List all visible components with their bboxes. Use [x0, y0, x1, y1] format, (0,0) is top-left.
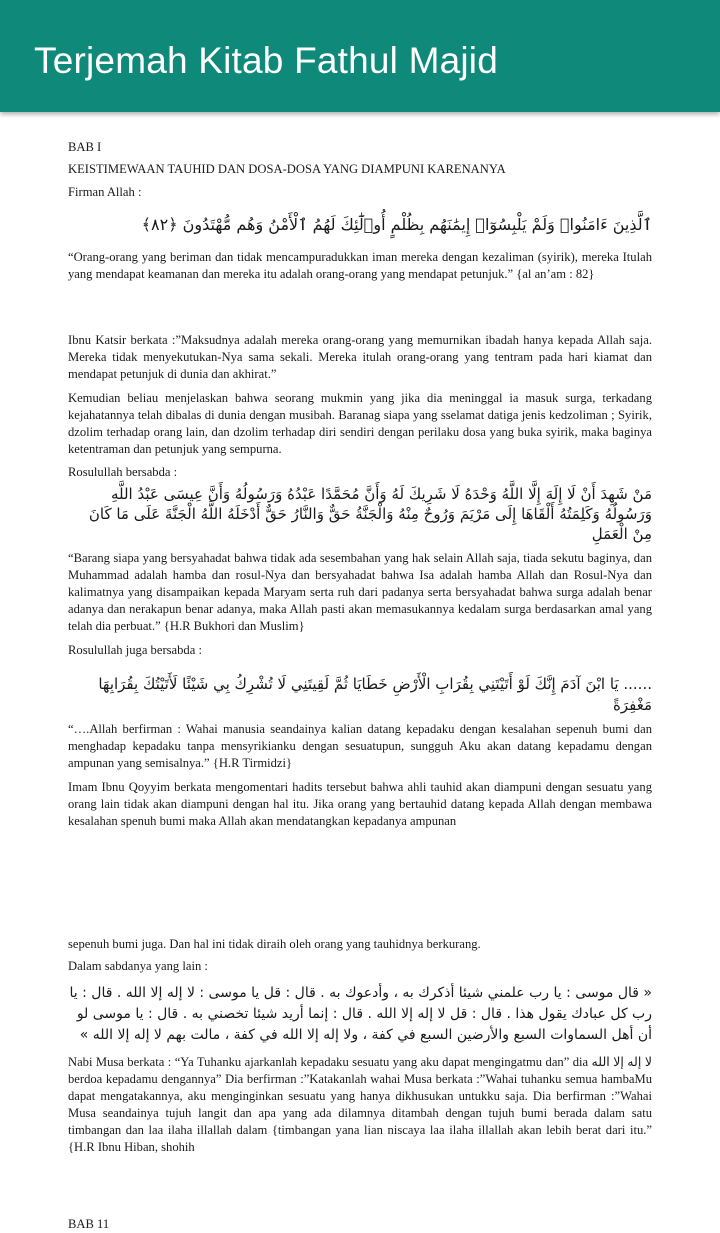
rosul-label: Rosulullah juga bersabda : — [68, 643, 202, 657]
arabic-hadith: ...... يَا ابْنَ آدَمَ إِنَّكَ لَوْ أَتَيْتَنِي بِقُرَابِ الْأَرْضِ خَطَايَا ثُمَّ لَقِيتَنِي لَا تُشْرِكُ بِي شَيْئًا لَأَتَيْتُكَ بِقُرَابِهَا مَغْفِرَةً — [98, 675, 652, 714]
next-chapter-number: BAB 11 — [68, 1217, 110, 1231]
document-page-1 — [68, 139, 652, 283]
verse-translation: “Orang-orang yang beriman dan tidak mencampuradukkan iman mereka dengan kezaliman (syirik), mereka Itulah yang mendapat keamanan dan mereka itu adalah orang-orang yang mendapat petunjuk.” {al an’am : 82} — [68, 250, 652, 281]
arabic-hadith: مَنْ شَهِدَ أَنْ لَا إِلَهَ إِلَّا اللَّهُ وَحْدَهُ لَا شَرِيكَ لَهُ وَأَنَّ مُحَمَّدًا عَبْدُهُ وَرَسُولُهُ وَأَنَّ عِيسَى عَبْدُ اللَّهِ وَرَسُولُهُ وَكَلِمَتُهُ أَلْقَاهَا إِلَى مَرْيَمَ وَرُوحٌ مِنْهُ وَالْجَنَّةُ حَقٌّ وَالنَّارُ حَقٌّ أَدْخَلَهُ اللَّهُ الْجَنَّةَ عَلَى مَا كَانَ مِنْ الْعَمَلِ — [88, 485, 652, 543]
hadith-translation: “Barang siapa yang bersyahadat bahwa tidak ada sesembahan yang hak selain Allah saja, tiada sekutu baginya, dan Muhammad adalah hamba dan rosul-Nya dan bersyahadat bahwa Isa adalah hamba Allah dan Rosul-Nya dan kalimatnya yang disampaikan kepada Maryam serta ruh dari padanya serta bersyahadat bahwa surga adalah benar adanya dan nerakapun benar adanya, maka Allah pasti akan memasukannya kedalam surga berdasarkan amal yang telah dia perbuat.” {H.R Bukhori dan Muslim} — [68, 551, 652, 633]
rosul-label: Rosulullah bersabda : — [68, 465, 178, 479]
paragraph-continued: sepenuh bumi juga. Dan hal ini tidak diraih oleh orang yang tauhidnya berkurang. — [68, 937, 481, 951]
chapter-number: BAB I — [68, 140, 102, 154]
app-title: Terjemah Kitab Fathul Majid — [34, 40, 498, 81]
musa-translation: Nabi Musa berkata : “Ya Tuhanku ajarkanlah kepadaku sesuatu yang aku dapat mengingatmu dan” dia لا إله إلا الله berdoa kepadamu dengannya” Dia berfirman :”Katakanlah wahai Musa berkata :”Wahai tuhanku semua hambaMu dapat mengatakannya, aku menginginkan sesuatu yang hanya dikhusukan untukku saja. Dia berfirman :”Wahai Musa seandainya tujuh langit dan apa yang ada dilamnya ditambah dengan tujuh bumi berada dalam satu timbangan dan laa ilaha illallah dalam {timbangan yana lian niscaya laa ilaha illallah akan lebih berat dari itu.” {H.R Ibnu Hiban, shohih — [68, 1055, 652, 1154]
paragraph-ibnu-katsir: Ibnu Katsir berkata :”Maksudnya adalah mereka orang-orang yang memurnikan ibadah hanya kepada Allah saja. Mereka tidak menyekutukan-Nya sama sekali. Mereka itulah orang-orang yang tentram pada hari kiamat dan mendapat petunjuk di dunia dan akhirat.” — [68, 333, 652, 381]
chapter-heading: KEISTIMEWAAN TAUHID DAN DOSA-DOSA YANG DIAMPUNI KARENANYA — [68, 162, 506, 176]
sabda-label: Dalam sabdanya yang lain : — [68, 959, 208, 973]
document-page-3 — [68, 1216, 652, 1233]
app-bar — [0, 0, 720, 112]
document-page-1-cont — [68, 332, 652, 830]
paragraph-kemudian: Kemudian beliau menjelaskan bahwa seorang mukmin yang jika dia meninggal ia masuk surga, terkadang kejahatannya telah dibalas di dunia dengan musibah. Baranag siapa yang sselamat datiga jenis kedzoliman ; Syirik, dzolim terhadap orang lain, dan dzolim terhadap diri sendiri dengan perilaku dosa yang buka syirik, maka baginya ketentraman dan petunjuk yang sempurna. — [68, 391, 652, 456]
hadith-translation: “….Allah berfirman : Wahai manusia seandainya kalian datang kepadaku dengan kesalahan sepenuh bumi dan menghadap kepadaku tanpa mensyrikianku dengan sesuatupun, sungguh Aku akan datang kepadamu dengan ampunan yang semisalnya.” {H.R Tirmidzi} — [68, 722, 652, 770]
document-page-2 — [68, 936, 652, 1156]
paragraph-ibnu-qoyyim: Imam Ibnu Qoyyim berkata mengomentari hadits tersebut bahwa ahli tauhid akan diampuni dengan sesuatu yang orang lain tidak akan diampuni dengan hal itu. Jika orang yang bertauhid datang kepada Allah dengan membawa kesalahan spenuh bumi maka Allah akan mendatangkan kepadanya ampunan — [68, 780, 652, 828]
arabic-hadith-musa: « قال موسى : يا رب علمني شيئا أذكرك به ، وأدعوك به . قال : قل يا موسى : لا إله إلا الله . قال : يا رب كل عبادك يقول هذا . قال : قل لا إله إلا الله . قال : إنما أريد شيئا تخصني به . قال : يا موسى لو أن أهل السماوات السبع والأرضين السبع في كفة ، ولا إله إلا الله في كفة ، مالت بهم لا إله إلا الله » — [69, 985, 652, 1043]
arabic-verse: ٱلَّذِينَ ءَامَنُوا۟ وَلَمْ يَلْبِسُوٓا۟ إِيمَٰنَهُم بِظُلْمٍ أُو۟لَٰٓئِكَ لَهُمُ ٱلْأَمْنُ وَهُم مُّهْتَدُونَ ﴿٨٢﴾ — [141, 215, 652, 234]
firman-label: Firman Allah : — [68, 185, 142, 199]
